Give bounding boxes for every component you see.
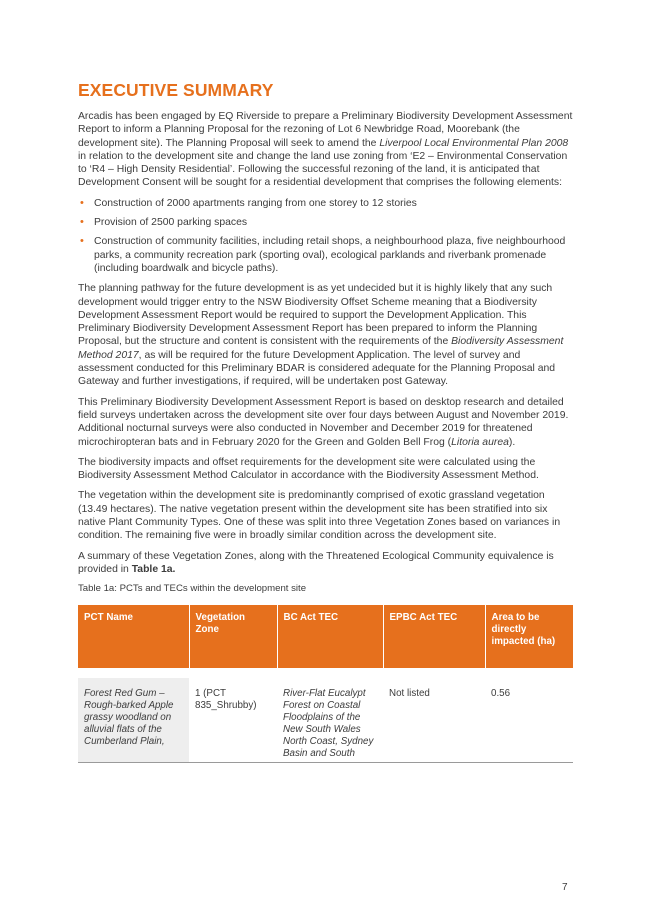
summary-paragraph: A summary of these Vegetation Zones, along with the Threatened Ecological Community equivalence is provided in Table 1a. <box>78 550 554 575</box>
vegetation-paragraph: The vegetation within the development site is predominantly comprised of exotic grassland vegetation (13.49 hectares). The native vegetation present within the development site has been stratified into six native Plant Community Types. One of these was split into three Vegetation Zones based on variances in condition. The remaining five were in broadly similar condition across the development site. <box>78 490 561 542</box>
cell-pct-name: Forest Red Gum – Rough-barked Apple grassy woodland on alluvial flats of the Cumberland Plain, <box>78 678 189 763</box>
list-item: • Construction of 2000 apartments ranging from one storey to 12 stories <box>80 196 417 209</box>
table-caption: Table 1a: PCTs and TECs within the development site <box>78 583 307 595</box>
cell-epbc-act-tec: Not listed <box>383 678 485 763</box>
offset-paragraph: The biodiversity impacts and offset requirements for the development site were calculated using the Biodiversity Assessment Method Calculator in accordance with the Biodiversity Assessment Method. <box>78 456 539 482</box>
bullet-icon: • <box>80 235 84 248</box>
table-row <box>78 678 573 763</box>
list-item: • Construction of community facilities, including retail shops, a neighbourhood plaza, five neighbourhood parks, a community recreation park (sporting oval), ecological parklands and riverbank promenade (including boardwalk and bicycle paths). <box>80 235 566 274</box>
header-area-impacted: Area to be directly impacted (ha) <box>485 605 573 668</box>
surveys-paragraph: This Preliminary Biodiversity Development Assessment Report is based on desktop research and detailed field surveys undertaken across the development site over four days between August and November 2019. Additional nocturnal surveys were also conducted in November and December 2019 for threatened microchiropteran bats and in February 2020 for the Green and Golden Bell Frog (Litoria aurea). <box>78 396 569 448</box>
header-vegetation-zone: Vegetation Zone <box>189 605 277 668</box>
development-elements-list <box>78 197 573 275</box>
cell-area-impacted: 0.56 <box>485 678 573 763</box>
bullet-icon: • <box>80 196 84 209</box>
header-bc-act-tec: BC Act TEC <box>277 605 383 668</box>
page-title: EXECUTIVE SUMMARY <box>78 80 274 100</box>
header-pct-name: PCT Name <box>78 605 189 668</box>
document-page <box>78 80 573 763</box>
bullet-icon: • <box>80 216 84 229</box>
intro-paragraph: Arcadis has been engaged by EQ Riverside to prepare a Preliminary Biodiversity Development Assessment Report to inform a Planning Proposal for the rezoning of Lot 6 Newbridge Road, Moorebank (the development site). The Planning Proposal will seek to amend the Liverpool Local Environmental Plan 2008 in relation to the development site and change the land use zoning from ‘E2 – Environmental Conservation to ‘R4 – High Density Residential’. Following the successful rezoning of the land, it is anticipated that Development Consent will be sought for a residential development that comprises the following elements: <box>78 111 573 189</box>
page-number: 7 <box>562 882 568 893</box>
cell-bc-act-tec: River-Flat Eucalypt Forest on Coastal Floodplains of the New South Wales North Coast, Sydney Basin and South <box>277 678 383 763</box>
table-header-row <box>78 605 573 668</box>
cell-vegetation-zone: 1 (PCT 835_Shrubby) <box>189 678 277 763</box>
planning-pathway-paragraph: The planning pathway for the future development is as yet undecided but it is highly likely that any such development would trigger entry to the NSW Biodiversity Offset Scheme meaning that a Biodiversity Development Assessment Report would be required to support the Development Application. This Preliminary Biodiversity Development Assessment Report has been prepared to inform the Planning Proposal, but the structure and content is consistent with the requirements of the Biodiversity Assessment Method 2017, as will be required for the future Development Application. The level of survey and assessment conducted for this Preliminary BDAR is considered adequate for the Planning Proposal and Gateway and further investigations, if required, will be undertaken post Gateway. <box>78 283 564 388</box>
pct-tec-table <box>78 605 573 763</box>
list-item: • Provision of 2500 parking spaces <box>80 216 248 229</box>
header-epbc-act-tec: EPBC Act TEC <box>383 605 485 668</box>
